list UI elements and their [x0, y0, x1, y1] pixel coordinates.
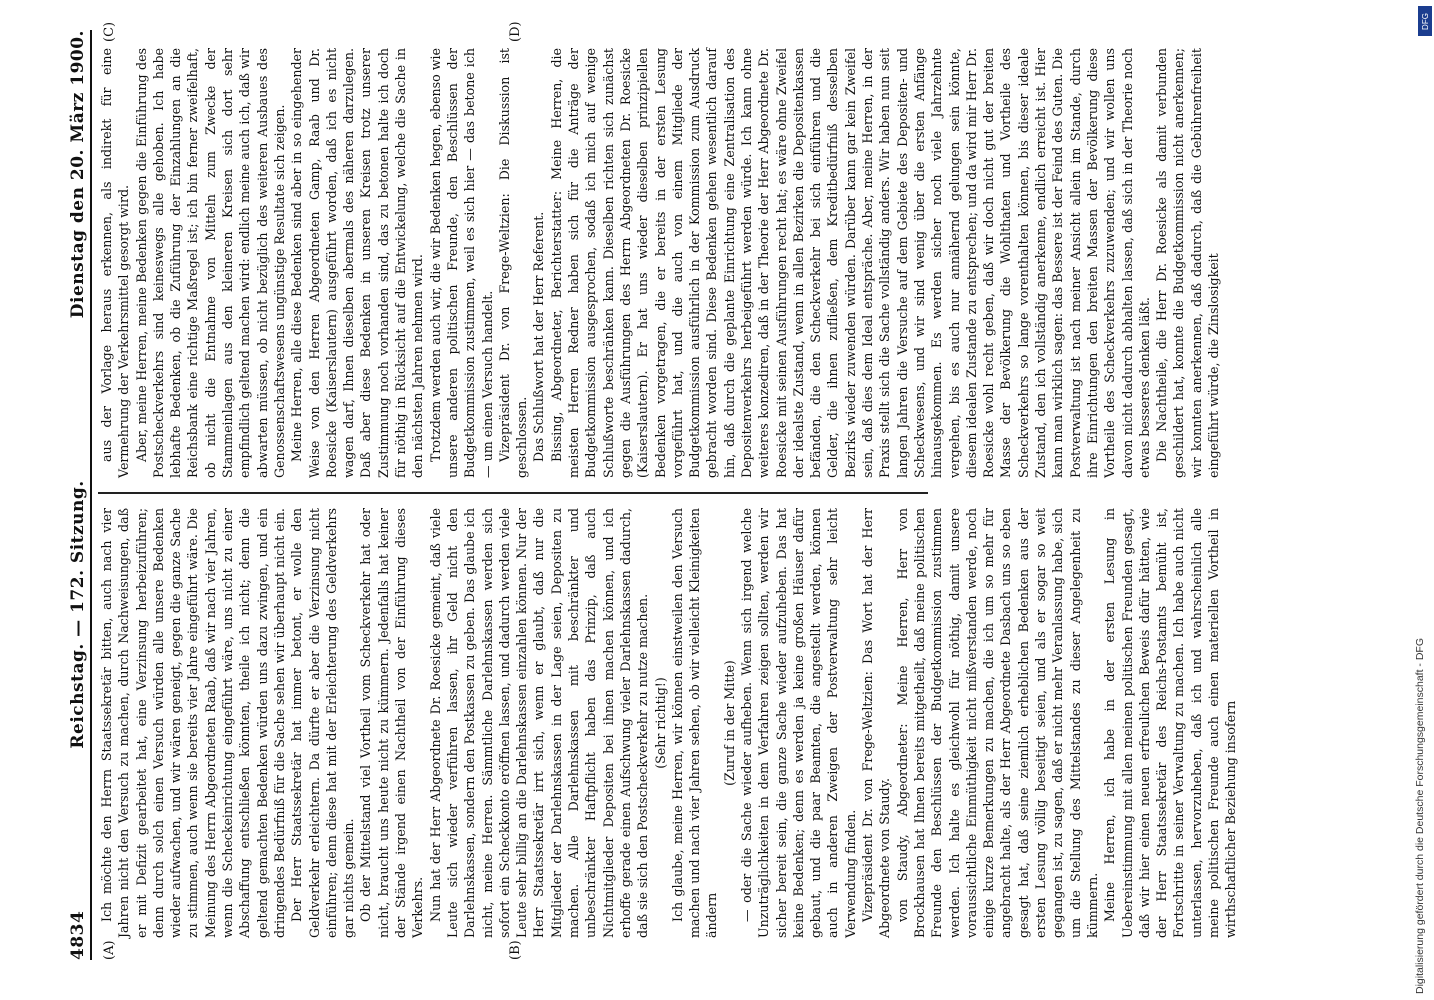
paragraph: Meine Herren, alle diese Bedenken sind aber in so eingehender Weise von den Herren Abgeordneten Gamp, Raab und Dr. Roesicke (Kaiserslautern) ausgeführt worden, daß ich es nicht wagen darf, Ihnen dieselben abermals des näheren darzulegen. Daß aber diese Bedenken in unseren Kreisen trotz unserer Zustimmung noch vorhanden sind, das zu betonen halte ich doch für nöthig in Rücksicht auf die Entwickelung, welche die Sache in den nächsten Jahren nehmen wird.	[289, 48, 426, 478]
margin-marker-d: (D)	[508, 21, 523, 42]
paragraph: Ich möchte den Herrn Staatssekretär bitten, auch nach vier Jahren nicht den Versuch zu machen, durch Nachweisungen, daß er mit Defizit gearbeitet hat, eine Verzinsung herbeizuführen; denn durch solch einen Versuch würden alle unsere Bedenken wieder aufwachen, und wir wären geneigt, gegen die ganze Sache zu stimmen, auch wenn sie bereits vier Jahre eingeführt wäre. Die Meinung des Herrn Abgeordneten Raab, daß wir nach vier Jahren, wenn die Scheckeinrichtung eingeführt wäre, uns nicht zu einer Abschaffung entschließen könnten, theile ich nicht; denn die geltend gemachten Bedenken würden uns dazu zwingen, und ein dringendes Bedürfniß für die Sache sehen wir überhaupt nicht ein.	[99, 508, 287, 938]
paragraph: Das Schlußwort hat der Herr Referent.	[531, 211, 547, 462]
dfg-logo: DFG	[1418, 6, 1432, 36]
margin-marker-a: (A)	[102, 940, 117, 960]
page-header	[48, 30, 88, 960]
right-text-column	[98, 48, 1221, 478]
paragraph: Die Nachtheile, die Herr Dr. Roesicke als damit verbunden geschildert hat, konnte die Budgetkommission nicht anerkennen; wir konnten anerkennen, daß dadurch, daß die Gebührenfreiheit eingeführt würde, die Zinslosigkeit	[1154, 48, 1221, 478]
paragraph: aus der Vorlage heraus erkennen, als indirekt für eine Vermehrung der Verkehrsmittel gesorgt wird.	[99, 48, 132, 478]
interjection: (Sehr richtig!)	[652, 677, 668, 769]
paragraph: Der Herr Staatssekretär hat immer betont, er wolle den Geldverkehr erleichtern. Da dürfte er aber die Verzinsung nicht einführen; denn diese hat mit der Erleichterung des Geldverkehrs gar nichts gemein.	[289, 508, 357, 938]
paragraph: Trotzdem werden auch wir, die wir Bedenken hegen, ebenso wie unsere anderen politischen Freunde, den Beschlüssen der Budgetkommission zustimmen, weil es sich hier — das betone ich — um einen Versuch handelt.	[427, 48, 495, 478]
paragraph: Ob der Mittelstand viel Vortheil vom Scheckverkehr hat oder nicht, braucht uns heute nicht zu kümmern. Jedenfalls hat keiner der Stände irgend einen Nachtheil von der Einführung dieses Verkehrs.	[358, 508, 426, 938]
digitization-note-text: Digitalisierung gefördert durch die Deutsche Forschungsgemeinschaft - DFG	[1414, 637, 1426, 994]
speaker-paragraph: Bissing, Abgeordneter, Berichterstatter: Meine Herren, die meisten Herren Redner haben sich für die Anträge der Budgetkommission ausgesprochen, sodaß ich mich auf wenige Schlußworte beschränken kann. Dieselben richten sich zunächst gegen die Ausführungen des Herrn Abgeordneten Dr. Roesicke (Kaiserslautern). Er hat uns wieder dieselben prinzipiellen Bedenken vorgetragen, die er bereits in der ersten Lesung vorgeführt hat, und die auch von einem Mitgliede der Budgetkommission ausführlich in der Kommission zum Ausdruck gebracht worden sind. Diese Bedenken gehen wesentlich darauf hin, daß durch die geplante Einrichtung eine Zentralisation des Depositenverkehrs herbeigeführt werden würde. Ich kann ohne weiteres konzediren, daß in der Theorie der Herr Abgeordnete Dr. Roesicke mit seinen Ausführungen recht hat; es wäre ohne Zweifel der idealste Zustand, wenn in allen Bezirken die Depositenkassen befänden, die den Scheckverkehr bei sich einführen und die Gelder, die ihnen zufließen, dem Kreditbedürfniß desselben Bezirks wieder zuwenden würden. Darüber kann gar kein Zweifel sein, daß dies dem Ideal entspräche. Aber, meine Herren, in der Praxis stellt sich die Sache vollständig anders. Wir haben nun seit langen Jahren die Versuche auf dem Gebiete des Depositen- und Scheckwesens, und wir sind wenig über die ersten Anfänge hinausgekommen. Es werden sicher noch viele Jahrzehnte vergehen, bis es auch nur annähernd gelungen sein könnte, diesem idealen Zustande zu entsprechen; und da wird mir Herr Dr. Roesicke wohl recht geben, daß wir doch nicht gut der breiten Masse der Bevölkerung die Wohlthaten und Vortheile des Scheckverkehrs so lange vorenthalten können, bis dieser ideale Zustand, den ich vollständig anerkenne, endlich erreicht ist. Hier kann man wirklich sagen: das Bessere ist der Feind des Guten. Die Postverwaltung ist nach meiner Ansicht allein im Stande, durch ihre Einrichtungen den breiten Massen der Bevölkerung diese Vortheile des Scheckverkehrs zuzuwenden; und wir wollen uns davon nicht dadurch abhalten lassen, daß sich in der Theorie noch etwas besseres denken läßt.	[548, 48, 1152, 478]
speaker-paragraph: von Staudy, Abgeordneter: Meine Herren, Herr von Brockhausen hat Ihnen bereits mitgetheilt, daß meine politischen Freunde den Beschlüssen der Budgetkommission zustimmen werden. Ich halte es gleichwohl für nöthig, damit unsere voraussichtliche Einmüthigkeit nicht mißverstanden werde, noch einige kurze Bemerkungen zu machen, die ich um so mehr für angebracht halte, als der Herr Abgeordnete Dasbach uns so eben gesagt hat, daß seine ziemlich erheblichen Bedenken aus der ersten Lesung völlig beseitigt seien, und als er sogar so weit gegangen ist, zu sagen, daß er nicht mehr Veranlassung habe, sich um die Stellung des Mittelstandes zu dieser Angelegenheit zu kümmern.	[894, 508, 1100, 938]
header-rule	[90, 30, 92, 960]
header-left-title: Reichstag. — 172. Sitzung.	[68, 480, 88, 749]
speaker-paragraph: Vizepräsident Dr. von Frege-Weltzien: Das Wort hat der Herr Abgeordnete von Staudy.	[860, 508, 893, 938]
speaker-paragraph: Vizepräsident Dr. von Frege-Weltzien: Die Diskussion ist geschlossen.	[496, 48, 530, 478]
interjection: (Zuruf in der Mitte)	[721, 660, 737, 786]
paragraph: Meine Herren, ich habe in der ersten Lesung in Uebereinstimmung mit allen meinen politischen Freunden gesagt, daß wir hier einen neuen erfreulichen Beweis dafür hätten, wie der Herr Staatssekretär des Reichs-Postamts bemüht ist, Fortschritte in seiner Verwaltung zu machen. Ich habe auch nicht unterlassen, hervorzuheben, daß ich und wahrscheinlich alle meine politischen Freunde auch einen materiellen Vortheil in wirthschaftlicher Beziehung insofern	[1102, 508, 1239, 938]
digitization-note	[1414, 4, 1430, 994]
margin-marker-b: (B)	[508, 940, 523, 960]
column-divider	[98, 492, 928, 494]
page-number: 4834	[68, 910, 88, 960]
paragraph: — oder die Sache wieder aufheben. Wenn sich irgend welche Unzuträglichkeiten in dem Verfahren zeigen sollten, werden wir sicher bereit sein, die ganze Sache wieder aufzuheben. Das hat keine Bedenken; denn es werden ja keine großen Häuser dafür gebaut, und die paar Beamten, die angestellt werden, können auch in anderen Zweigen der Postverwaltung sehr leicht Verwendung finden.	[738, 508, 858, 938]
header-right-title: Dienstag den 20. März 1900.	[68, 30, 88, 319]
paragraph: Nun hat der Herr Abgeordnete Dr. Roesicke gemeint, daß viele Leute sich wieder verführen lassen, ihr Geld nicht den Darlehnskassen, sondern den Postkassen zu geben. Das glaube ich nicht, meine Herren. Sämmtliche Darlehnskassen werden sich sofort ein Scheckkonto eröffnen lassen, und dadurch werden viele Leute sehr billig an die Darlehnskassen einzahlen können. Nur der Herr Staatssekretär irrt sich, wenn er glaubt, daß nur die Mitglieder der Darlehnskassen in der Lage seien, Depositen zu machen. Alle Darlehnskassen mit beschränkter und unbeschränkter Haftpflicht haben das Prinzip, daß auch Nichtmitglieder Depositen bei ihnen machen können, und ich erhoffe gerade einen Aufschwung vieler Darlehnskassen dadurch, daß sie sich den Postscheckverkehr zu nutze machen.	[427, 508, 651, 938]
margin-marker-c: (C)	[102, 21, 117, 42]
paragraph: Ich glaube, meine Herren, wir können einstweilen den Versuch machen und nach vier Jahren sehen, ob wir vielleicht Kleinigkeiten ändern	[669, 508, 720, 938]
left-text-column	[98, 508, 1239, 938]
paragraph: Aber, meine Herren, meine Bedenken gegen die Einführung des Postscheckverkehrs sind keineswegs alle gehoben. Ich habe lebhafte Bedenken, ob die Zuführung der Einzahlungen an die Reichsbank eine richtige Maßregel ist; ich bin ferner zweifelhaft, ob nicht die Entnahme von Mitteln zum Zwecke der Stammeinlagen aus den kleineren Kreisen sich dort sehr empfindlich geltend machen wird: endlich meine auch ich, daß wir abwarten müssen, ob nicht bezüglich des weiteren Ausbaues des Genossenschaftswesens ungünstige Resultate sich zeigen.	[133, 48, 287, 478]
